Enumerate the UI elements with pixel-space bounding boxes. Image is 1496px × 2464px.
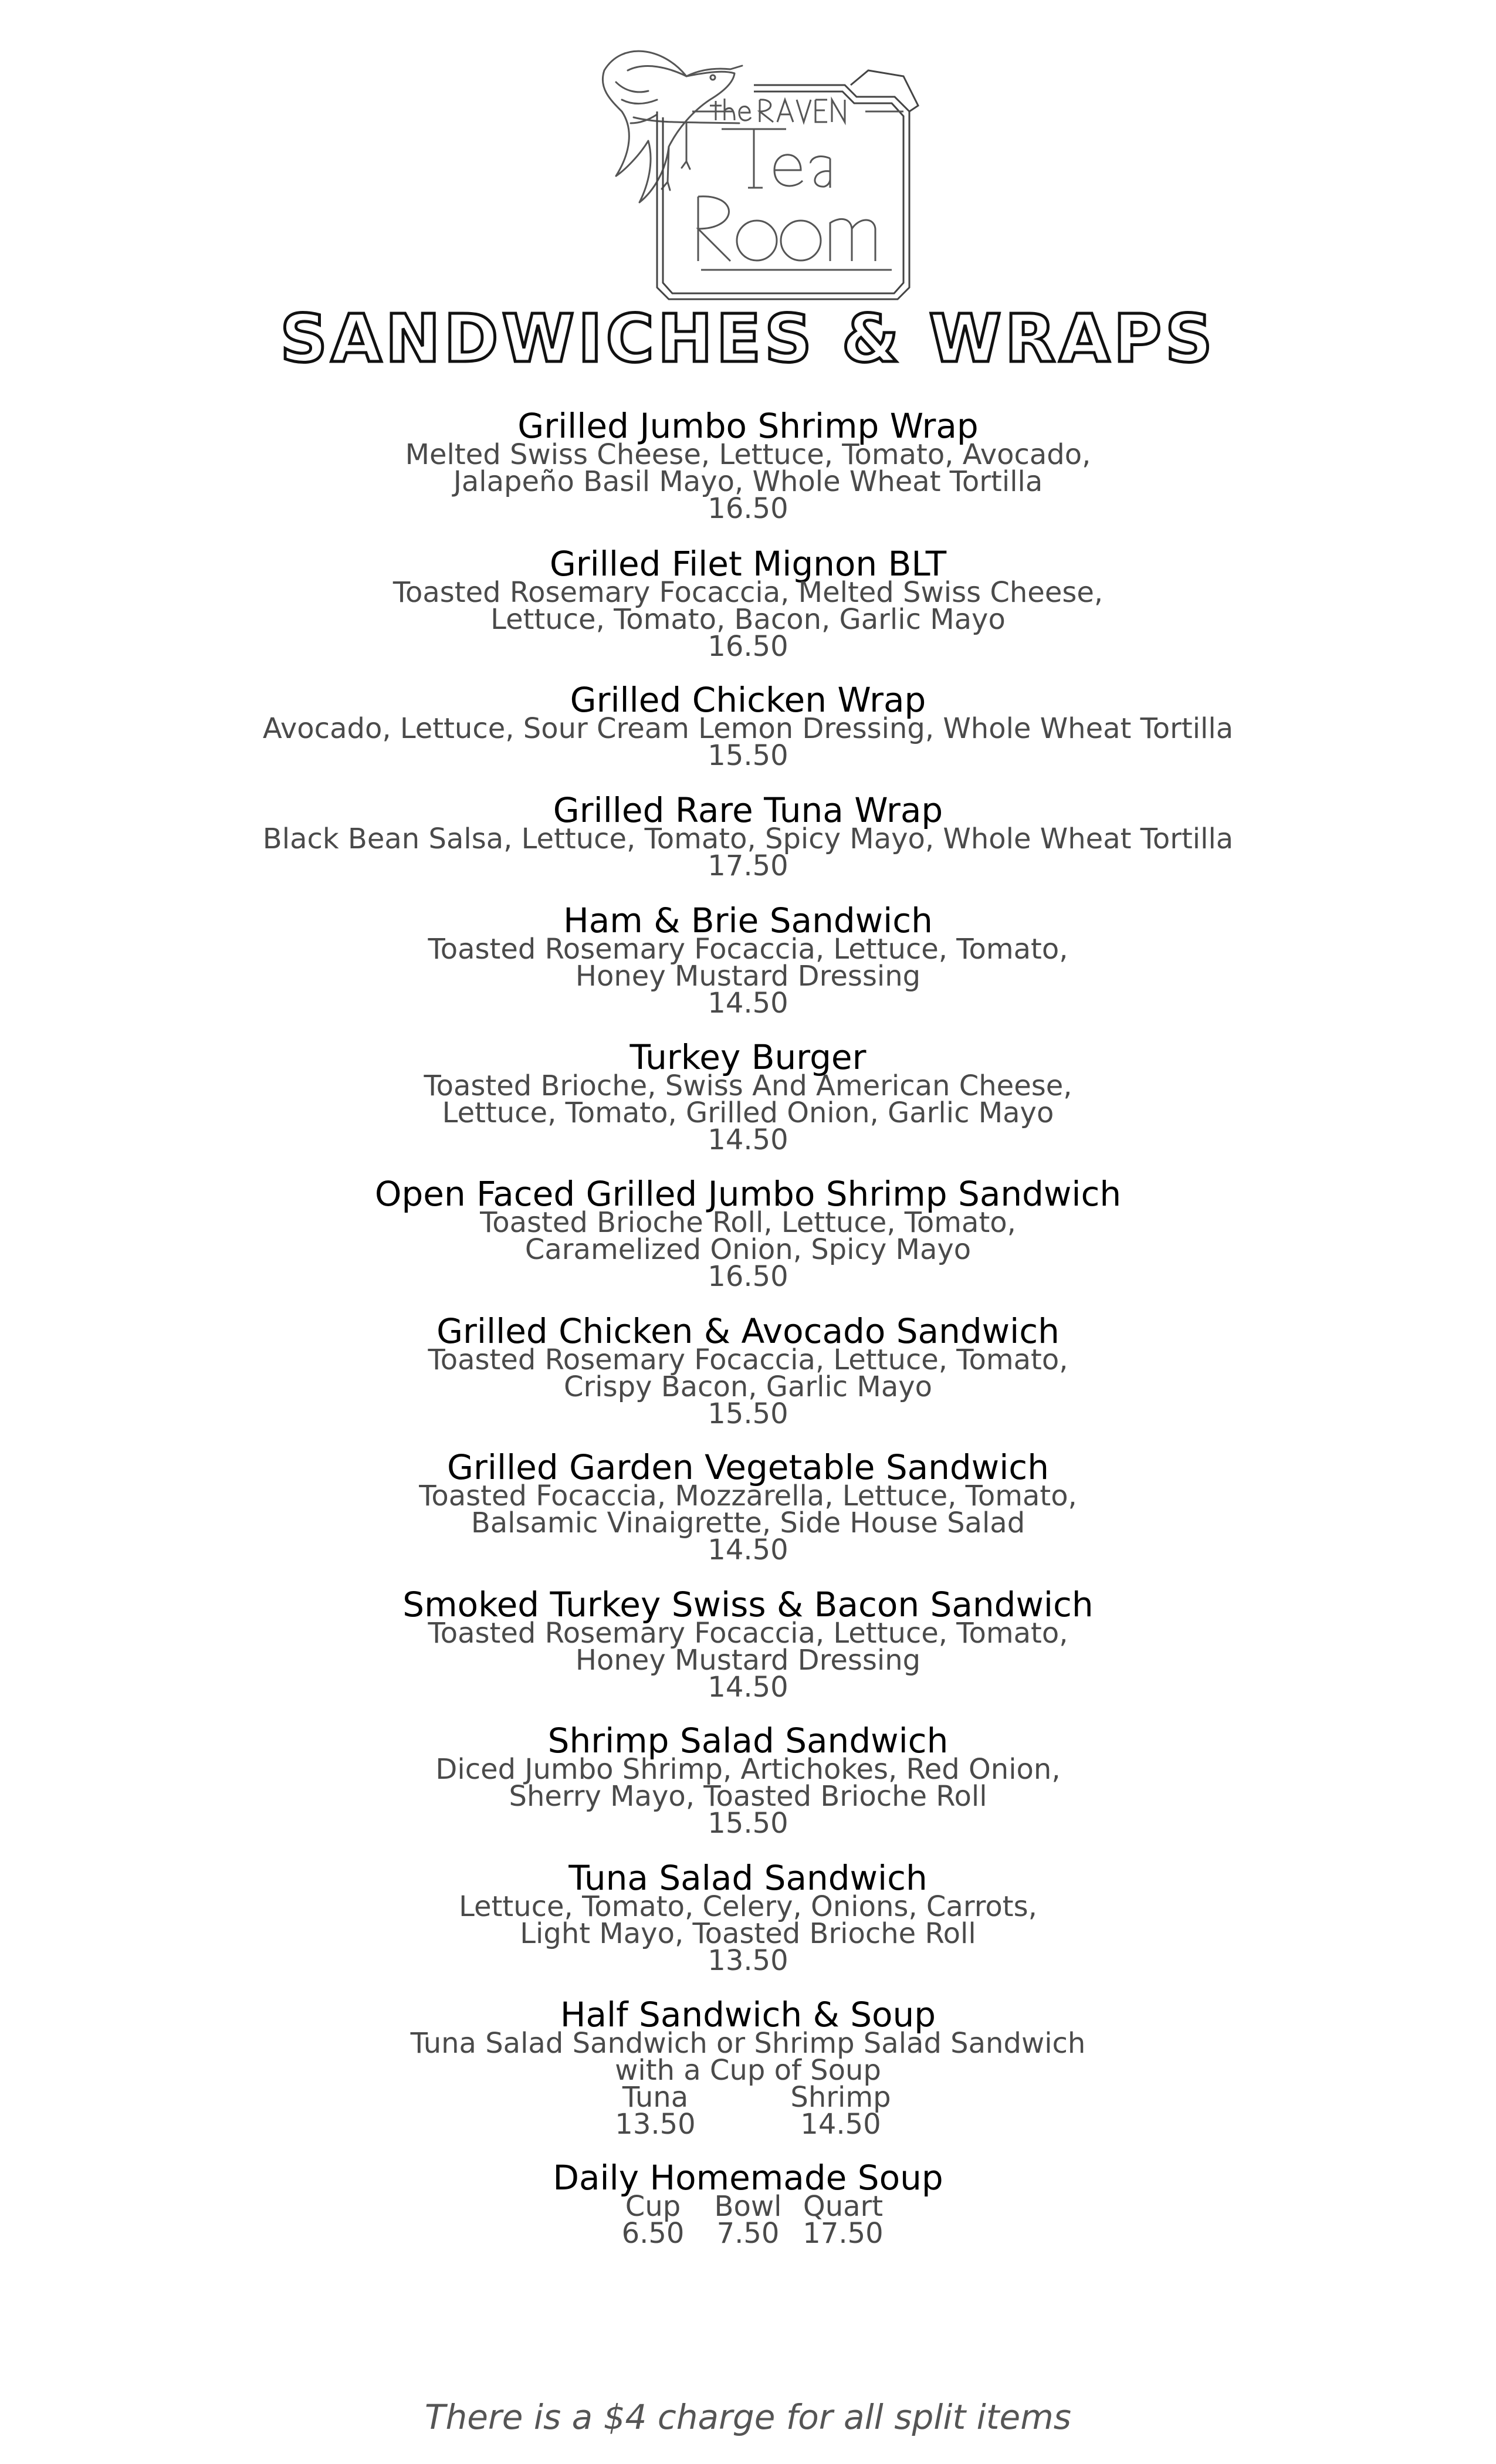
option-bowl xyxy=(704,2190,792,2250)
option-tuna xyxy=(608,2081,702,2141)
option-price: 13.50 xyxy=(615,2108,696,2141)
item-description-line: Melted Swiss Cheese, Lettuce, Tomato, Avocado, xyxy=(405,438,1091,471)
item-price: 14.50 xyxy=(708,987,788,1020)
option-label: Cup xyxy=(625,2190,681,2223)
item-description-line: Black Bean Salsa, Lettuce, Tomato, Spicy Mayo, Whole Wheat Tortilla xyxy=(262,823,1234,855)
item-name: Half Sandwich & Soup xyxy=(560,1995,936,2035)
item-description-line: Diced Jumbo Shrimp, Artichokes, Red Onion, xyxy=(435,1753,1061,1786)
item-description-line: Toasted Rosemary Focaccia, Melted Swiss Cheese, xyxy=(392,576,1104,609)
item-name: Daily Homemade Soup xyxy=(553,2158,943,2198)
item-price: 14.50 xyxy=(708,1671,788,1704)
menu-item-shrimp-salad-sandwich xyxy=(0,1721,1496,1840)
item-name: Turkey Burger xyxy=(629,1037,867,1077)
option-label: Bowl xyxy=(714,2190,782,2223)
item-price: 13.50 xyxy=(708,1944,788,1977)
item-description-line: Lettuce, Tomato, Celery, Onions, Carrots, xyxy=(459,1890,1037,1923)
option-label: Quart xyxy=(803,2190,884,2223)
menu-item-smoked-turkey-swiss-bacon-sandwich xyxy=(0,1585,1496,1704)
menu-item-grilled-rare-tuna-wrap xyxy=(0,790,1496,882)
item-description-line: Caramelized Onion, Spicy Mayo xyxy=(524,1233,972,1266)
item-name: Grilled Rare Tuna Wrap xyxy=(553,790,943,830)
item-name: Grilled Filet Mignon BLT xyxy=(549,544,947,584)
item-description-line: Sherry Mayo, Toasted Brioche Roll xyxy=(509,1780,987,1813)
option-label: Shrimp xyxy=(790,2081,891,2114)
menu-item-grilled-chicken-avocado-sandwich xyxy=(0,1311,1496,1430)
item-description-line: Toasted Brioche, Swiss And American Cheese, xyxy=(424,1069,1072,1102)
item-price: 16.50 xyxy=(708,1260,788,1293)
half-sandwich-options xyxy=(0,2081,1496,2141)
item-name: Grilled Jumbo Shrimp Wrap xyxy=(517,406,979,446)
item-description-line: Toasted Rosemary Focaccia, Lettuce, Tomato, xyxy=(428,1343,1068,1376)
item-price: 16.50 xyxy=(708,492,788,525)
item-price: 15.50 xyxy=(708,1807,788,1840)
item-description-line: Tuna Salad Sandwich or Shrimp Salad Sandwich xyxy=(410,2027,1086,2060)
menu-item-open-faced-grilled-jumbo-shrimp-sandwich xyxy=(0,1174,1496,1293)
option-price: 6.50 xyxy=(621,2217,685,2250)
soup-options xyxy=(0,2190,1496,2250)
item-description-line: Avocado, Lettuce, Sour Cream Lemon Dressing, Whole Wheat Tortilla xyxy=(262,712,1234,745)
section-title: SANDWICHES & WRAPS xyxy=(280,301,1216,377)
item-description-line: Balsamic Vinaigrette, Side House Salad xyxy=(471,1507,1025,1539)
item-price: 15.50 xyxy=(708,1397,788,1430)
item-description-line: Toasted Rosemary Focaccia, Lettuce, Tomato, xyxy=(428,933,1068,966)
option-shrimp xyxy=(790,2081,891,2141)
item-name: Shrimp Salad Sandwich xyxy=(547,1721,949,1761)
item-description-line: Lettuce, Tomato, Grilled Onion, Garlic Mayo xyxy=(442,1096,1054,1129)
menu-item-turkey-burger xyxy=(0,1037,1496,1156)
option-price: 14.50 xyxy=(800,2108,881,2141)
item-description-line: Honey Mustard Dressing xyxy=(575,960,921,993)
item-name: Grilled Chicken Wrap xyxy=(570,680,926,720)
option-cup xyxy=(609,2190,697,2250)
item-price: 14.50 xyxy=(708,1534,788,1566)
item-description-line: with a Cup of Soup xyxy=(615,2054,881,2087)
item-name: Tuna Salad Sandwich xyxy=(568,1858,928,1898)
menu-item-daily-homemade-soup xyxy=(0,2158,1496,2250)
item-description-line: Light Mayo, Toasted Brioche Roll xyxy=(520,1917,976,1950)
item-description-line: Toasted Rosemary Focaccia, Lettuce, Tomato, xyxy=(428,1617,1068,1650)
logo-wordmark xyxy=(692,99,903,270)
item-description-line: Jalapeño Basil Mayo, Whole Wheat Tortilla xyxy=(453,465,1043,498)
item-description-line: Crispy Bacon, Garlic Mayo xyxy=(563,1370,933,1403)
item-price: 14.50 xyxy=(708,1123,788,1156)
item-description-line: Toasted Brioche Roll, Lettuce, Tomato, xyxy=(480,1206,1016,1239)
option-quart xyxy=(799,2190,887,2250)
split-charge-note: There is a $4 charge for all split items xyxy=(425,2397,1071,2437)
option-label: Tuna xyxy=(622,2081,689,2114)
raven-icon xyxy=(603,51,742,202)
menu-item-grilled-jumbo-shrimp-wrap xyxy=(0,406,1496,525)
item-price: 16.50 xyxy=(708,630,788,663)
menu-item-half-sandwich-soup xyxy=(0,1995,1496,2141)
item-description-line: Honey Mustard Dressing xyxy=(575,1644,921,1677)
item-name: Grilled Chicken & Avocado Sandwich xyxy=(436,1311,1060,1351)
item-price: 17.50 xyxy=(708,849,788,882)
menu-item-ham-brie-sandwich xyxy=(0,901,1496,1020)
item-name: Grilled Garden Vegetable Sandwich xyxy=(447,1447,1049,1487)
item-name: Open Faced Grilled Jumbo Shrimp Sandwich xyxy=(374,1174,1122,1214)
restaurant-logo xyxy=(598,35,927,305)
item-description-line: Lettuce, Tomato, Bacon, Garlic Mayo xyxy=(490,603,1006,636)
menu-item-grilled-filet-mignon-blt xyxy=(0,544,1496,663)
menu-item-tuna-salad-sandwich xyxy=(0,1858,1496,1977)
item-name: Smoked Turkey Swiss & Bacon Sandwich xyxy=(402,1585,1094,1624)
item-description-line: Toasted Focaccia, Mozzarella, Lettuce, Tomato, xyxy=(419,1480,1077,1512)
item-price: 15.50 xyxy=(708,739,788,772)
menu-item-grilled-chicken-wrap xyxy=(0,680,1496,772)
option-price: 7.50 xyxy=(716,2217,780,2250)
item-name: Ham & Brie Sandwich xyxy=(563,901,933,940)
menu-item-grilled-garden-vegetable-sandwich xyxy=(0,1447,1496,1566)
option-price: 17.50 xyxy=(803,2217,884,2250)
